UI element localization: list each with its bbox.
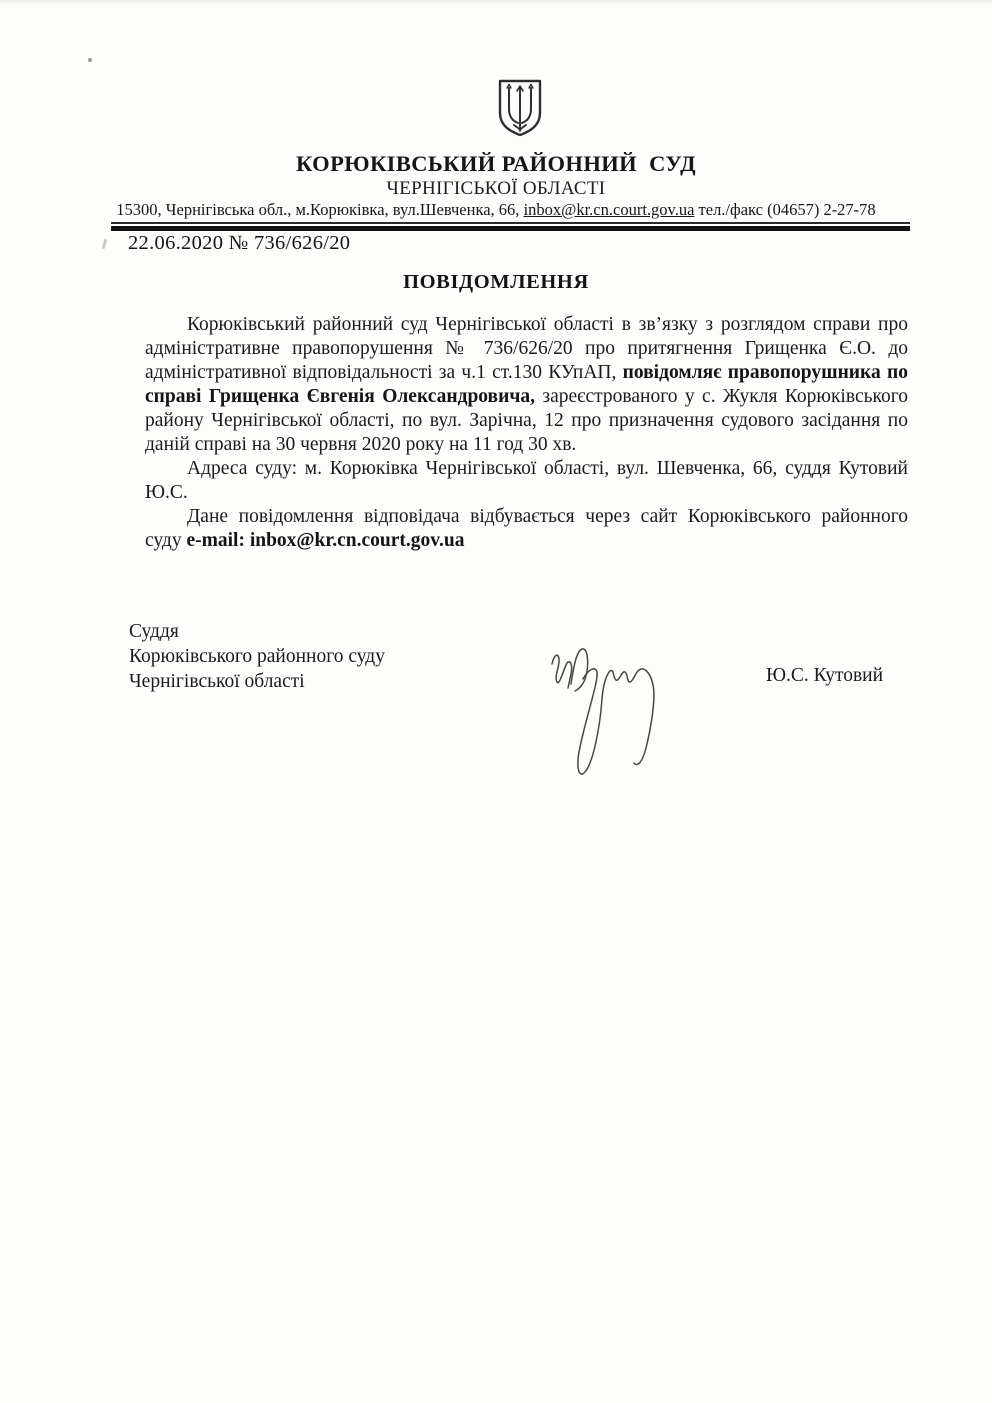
signature-role-block [129,619,385,694]
court-region-heading: ЧЕРНІГІСЬКОЇ ОБЛАСТІ [386,178,606,199]
court-email: inbox@kr.cn.court.gov.ua [523,200,695,219]
body-paragraph-1 [145,313,908,457]
body-paragraph-2-court-address: Адреса суду: м. Корюківка Чернігівської області, вул. Шевченка, 66, суддя Кутовий Ю.С. [145,458,908,503]
court-name-heading: КОРЮКІВСЬКИЙ РАЙОННИЙ СУД [296,151,696,176]
date-and-case-number: 22.06.2020 № 736/626/20 [128,232,351,254]
paragraph-1-text-continued: зареєстрованого у с. Жукля Корюківського району Чернігівської області, по вул. Зарічна, 12 про призначення судового засідання по даній справі на 30 червня 2020 року на 11 год 30 хв. [145,386,908,455]
address-line [0,200,992,220]
signature-role-line: Суддя [129,621,179,642]
scan-speck [102,239,107,249]
document-title: ПОВІДОМЛЕННЯ [403,271,589,293]
ukraine-trident-emblem-icon [497,79,543,137]
paragraph-3-text: Дане повідомлення відповідача відбувається через сайт Корюківського районного суду [145,506,908,551]
address-prefix: 15300, Чернігівська обл., м.Корюківка, вул.Шевченка, 66, [116,200,524,219]
letterhead-rule-thick [111,226,910,231]
paragraph-3-bold-email: e-mail: inbox@kr.cn.court.gov.ua [186,530,465,551]
signature-judge-name: Ю.С. Кутовий [766,665,884,686]
body-paragraph-3 [145,505,908,553]
document-body [145,313,908,553]
paragraph-1-text: Корюківський районний суд Чернігівської області в зв’язку з розглядом справи про адміністративне правопорушення № 736/626/20 про притягнення Грищенка Є.О. до адміністративної відповідальності за ч.1 ст.130 КУпАП, [145,314,908,383]
signature-role-line: Корюківського районного суду [129,646,385,667]
scan-speck [88,58,92,62]
letterhead-rule-thin [111,222,910,224]
handwritten-signature [538,626,670,794]
signature-role-line: Чернігівської області [129,671,305,692]
scan-edge-shadow [0,0,992,6]
paragraph-1-bold-offender-name: повідомляє правопорушника по справі Грищенка Євгенія Олександровича, [145,362,908,407]
address-suffix: тел./факс (04657) 2-27-78 [694,200,876,219]
